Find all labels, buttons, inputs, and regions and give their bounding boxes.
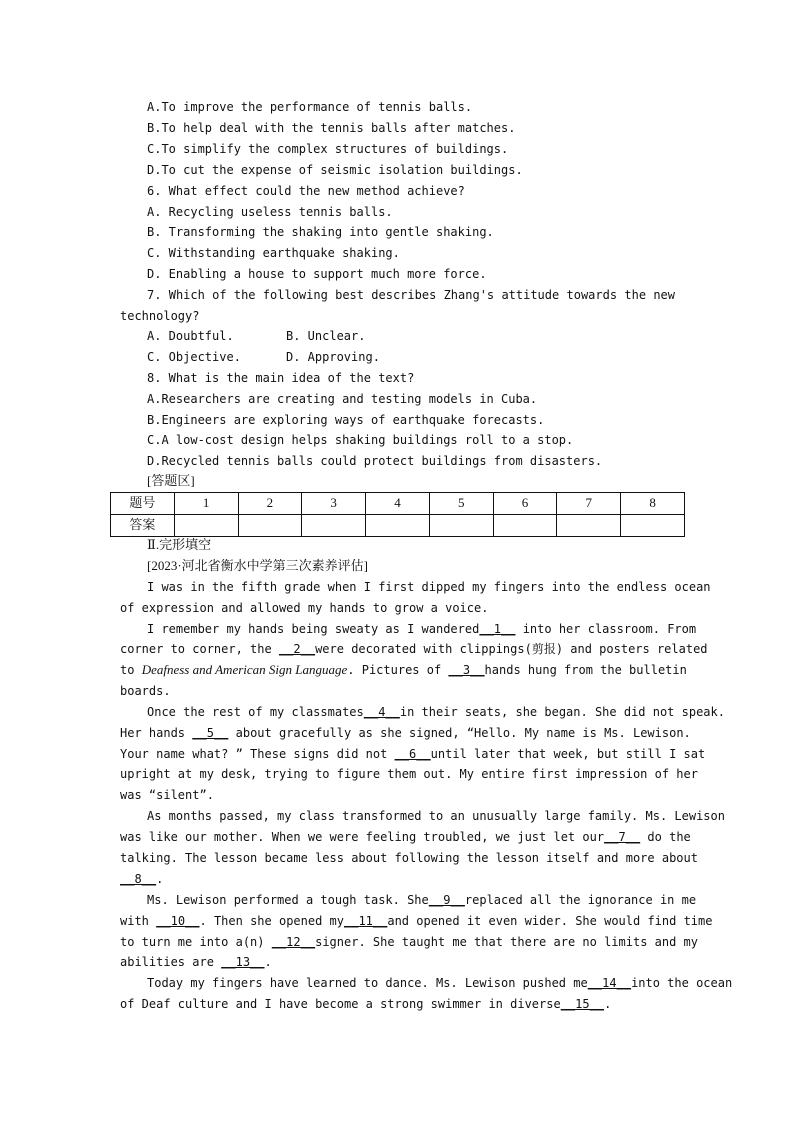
q7-option-a: A. Doubtful. xyxy=(147,329,234,343)
passage-p4-line4 xyxy=(120,869,163,890)
blank-5[interactable]: __5__ xyxy=(192,726,229,740)
blank-2[interactable]: __2__ xyxy=(278,642,316,656)
text-run: hands hung from the bulletin xyxy=(484,663,687,677)
answer-cell[interactable] xyxy=(429,514,493,536)
question-number-cell: 8 xyxy=(621,493,685,515)
text-run: . Pictures of xyxy=(347,663,442,677)
answer-table-number-row xyxy=(111,493,685,515)
text-run: Once the rest of my classmates xyxy=(147,705,364,719)
passage-p5-line2 xyxy=(120,911,713,932)
passage-p2-line4: boards. xyxy=(120,684,171,698)
passage-p2-line3 xyxy=(120,660,687,681)
blank-4[interactable]: __4__ xyxy=(363,705,400,719)
blank-1[interactable]: __1__ xyxy=(479,622,516,636)
passage-p2-line2 xyxy=(120,639,708,660)
text-run: of Deaf culture and I have become a strong swimmer in diverse xyxy=(120,997,561,1011)
passage-p4-line3: talking. The lesson became less about following the lesson itself and more about xyxy=(120,851,698,865)
question-number-cell: 1 xyxy=(174,493,238,515)
text-run: . xyxy=(156,872,164,886)
question-number-cell: 3 xyxy=(302,493,366,515)
text-run: were decorated with clippings(剪报) and posters related xyxy=(315,642,708,656)
text-run: signer. She taught me that there are no limits and my xyxy=(315,935,698,949)
blank-6[interactable]: __6__ xyxy=(394,747,431,761)
answer-cell[interactable] xyxy=(493,514,557,536)
question-number-cell: 7 xyxy=(557,493,621,515)
text-run: and opened it even wider. She would find time xyxy=(387,914,713,928)
q8-option-a: A.Researchers are creating and testing models in Cuba. xyxy=(147,392,538,406)
passage-p4-line2 xyxy=(120,827,691,848)
blank-9[interactable]: __9__ xyxy=(428,893,465,907)
passage-p4-line1: As months passed, my class transformed to an unusually large family. Ms. Lewison xyxy=(147,809,725,823)
answer-cell[interactable] xyxy=(557,514,621,536)
passage-p6-line2 xyxy=(120,994,611,1015)
q7-option-d: D. Approving. xyxy=(286,350,380,364)
q7-option-b: B. Unclear. xyxy=(286,329,366,343)
question-number-cell: 6 xyxy=(493,493,557,515)
q5-option-c: C.To simplify the complex structures of buildings. xyxy=(147,142,509,156)
q8-option-b: B.Engineers are exploring ways of earthquake forecasts. xyxy=(147,413,545,427)
blank-13[interactable]: __13__ xyxy=(221,955,265,969)
book-title: Deafness and American Sign Language xyxy=(141,662,348,677)
q8-option-c: C.A low-cost design helps shaking buildings roll to a stop. xyxy=(147,433,574,447)
passage-p5-line4 xyxy=(120,952,272,973)
q8-stem: 8. What is the main idea of the text? xyxy=(147,371,415,385)
answer-cell[interactable] xyxy=(621,514,685,536)
q6-stem: 6. What effect could the new method achieve? xyxy=(147,184,465,198)
q5-option-a: A.To improve the performance of tennis balls. xyxy=(147,100,473,114)
text-run: Her hands xyxy=(120,726,186,740)
answer-cell[interactable] xyxy=(174,514,238,536)
passage-p3-line5: was “silent”. xyxy=(120,788,214,802)
blank-14[interactable]: __14__ xyxy=(587,976,632,990)
passage-p3-line4: upright at my desk, trying to figure them out. My entire first impression of her xyxy=(120,767,698,781)
blank-12[interactable]: __12__ xyxy=(271,935,316,949)
source-line: [2023·河北省衡水中学第三次素养评估] xyxy=(147,558,368,573)
table-header-number: 题号 xyxy=(111,493,175,515)
q7-stem-line1: 7. Which of the following best describes Zhang's attitude towards the new xyxy=(147,288,675,302)
text-run: about gracefully as she signed, “Hello. My name is Ms. Lewison. xyxy=(235,726,691,740)
passage-p3-line3 xyxy=(120,744,706,765)
question-number-cell: 4 xyxy=(366,493,430,515)
blank-7[interactable]: __7__ xyxy=(604,830,641,844)
q7-stem-line2: technology? xyxy=(120,309,200,323)
table-header-answer: 答案 xyxy=(111,514,175,536)
answer-cell[interactable] xyxy=(302,514,366,536)
passage-p3-line1 xyxy=(147,702,725,723)
text-run: was like our mother. When we were feeling troubled, we just let our xyxy=(120,830,605,844)
q7-option-c: C. Objective. xyxy=(147,350,241,364)
answer-table xyxy=(110,492,685,537)
text-run: do the xyxy=(647,830,691,844)
text-run: replaced all the ignorance in me xyxy=(464,893,697,907)
text-run: to turn me into a(n) xyxy=(120,935,265,949)
q5-option-b: B.To help deal with the tennis balls after matches. xyxy=(147,121,516,135)
passage-p1-line1: I was in the fifth grade when I first dipped my fingers into the endless ocean xyxy=(147,580,711,594)
text-run: abilities are xyxy=(120,955,214,969)
q6-option-b: B. Transforming the shaking into gentle shaking. xyxy=(147,225,494,239)
q5-option-d: D.To cut the expense of seismic isolation buildings. xyxy=(147,163,523,177)
text-run: Ms. Lewison performed a tough task. She xyxy=(147,893,429,907)
q8-option-d: D.Recycled tennis balls could protect buildings from disasters. xyxy=(147,454,603,468)
blank-3[interactable]: __3__ xyxy=(448,663,485,677)
q6-option-c: C. Withstanding earthquake shaking. xyxy=(147,246,400,260)
answer-area-label: [答题区] xyxy=(147,473,195,488)
answer-cell[interactable] xyxy=(238,514,302,536)
text-run: Today my fingers have learned to dance. Ms. Lewison pushed me xyxy=(147,976,588,990)
passage-p5-line3 xyxy=(120,932,698,953)
text-run: with xyxy=(120,914,149,928)
text-run: I remember my hands being sweaty as I wandered xyxy=(147,622,480,636)
answer-table-answer-row xyxy=(111,514,685,536)
text-run: . xyxy=(604,997,612,1011)
passage-p1-line2: of expression and allowed my hands to grow a voice. xyxy=(120,601,489,615)
passage-p2-line1 xyxy=(147,619,697,640)
text-run: into her classroom. From xyxy=(522,622,697,636)
text-run: to xyxy=(120,663,135,677)
blank-10[interactable]: __10__ xyxy=(156,914,200,928)
blank-15[interactable]: __15__ xyxy=(560,997,605,1011)
text-run: . Then she opened my xyxy=(199,914,344,928)
passage-p3-line2 xyxy=(120,723,691,744)
blank-11[interactable]: __11__ xyxy=(344,914,388,928)
text-run: corner to corner, the xyxy=(120,642,272,656)
blank-8[interactable]: __8__ xyxy=(120,872,157,886)
passage-p5-line1 xyxy=(147,890,697,911)
text-run: into the ocean xyxy=(631,976,733,990)
text-run: . xyxy=(264,955,272,969)
question-number-cell: 5 xyxy=(429,493,493,515)
text-run: until later that week, but still I sat xyxy=(430,747,706,761)
text-run: in their seats, she began. She did not speak. xyxy=(399,705,725,719)
passage-p6-line1 xyxy=(147,973,733,994)
section-title: Ⅱ.完形填空 xyxy=(147,537,212,552)
q6-option-d: D. Enabling a house to support much more force. xyxy=(147,267,487,281)
answer-cell[interactable] xyxy=(366,514,430,536)
question-number-cell: 2 xyxy=(238,493,302,515)
text-run: Your name what? ” These signs did not xyxy=(120,747,388,761)
q6-option-a: A. Recycling useless tennis balls. xyxy=(147,205,393,219)
